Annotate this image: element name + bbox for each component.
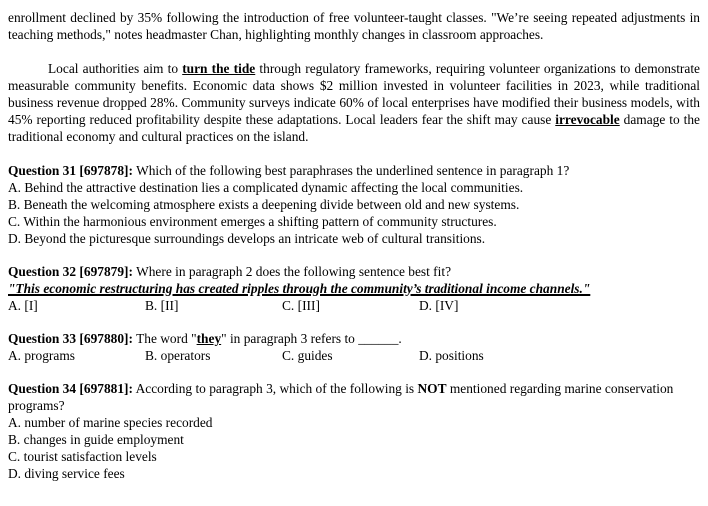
question-34-option-a: A. number of marine species recorded: [8, 415, 213, 430]
highlighted-word-irrevocable: irrevocable: [555, 112, 620, 127]
question-33-option-d: D. positions: [419, 348, 484, 363]
question-32-options: [8, 297, 700, 314]
question-33-option-b: B. operators: [145, 348, 211, 363]
question-33-options: [8, 347, 700, 364]
paragraph-2-text-after: damage to the traditional economy and cultural practices on the island.: [8, 112, 700, 144]
question-31-text: Which of the following best paraphrases the underlined sentence in paragraph 1?: [132, 163, 570, 178]
paragraph-2-text-middle: through regulatory frameworks, requiring volunteer organizations to demonstrate measurable community benefits. Economic data shows $2 million invested in volunteer facilities in 2023, while traditional business revenue dropped 28%. Community surveys indicate 60% of local enterprises have modified their business models, with 45% reporting reduced profitability despite these adaptations. Local leaders fear the shift may cause: [8, 61, 700, 127]
question-33-option-c: C. guides: [282, 348, 333, 363]
question-31-label: Question 31 [697878]:: [8, 163, 133, 178]
question-31: [8, 162, 700, 247]
question-31-option-d: D. Beyond the picturesque surroundings develops an intricate web of cultural transitions.: [8, 231, 486, 246]
paragraph-1: [8, 9, 700, 43]
question-33-option-a: A. programs: [8, 348, 75, 363]
question-34-options: [8, 414, 700, 482]
question-31-option-a: A. Behind the attractive destination lies a complicated dynamic affecting the local communities.: [8, 180, 524, 195]
question-34: [8, 380, 700, 482]
question-34-text-after: mentioned regarding marine conservation programs?: [8, 381, 674, 413]
question-32-inserted-sentence: "This economic restructuring has created ripples through the community’s traditional income channels.": [8, 281, 591, 296]
question-34-label: Question 34 [697881]:: [8, 381, 133, 396]
question-31-options: [8, 179, 700, 247]
paragraph-2-text-before: Local authorities aim to: [48, 61, 183, 76]
question-34-option-d: D. diving service fees: [8, 466, 125, 481]
question-33-header: [8, 330, 700, 347]
question-33-text-after: " in paragraph 3 refers to ______.: [221, 331, 402, 346]
question-34-option-c: C. tourist satisfaction levels: [8, 449, 157, 464]
question-32-option-b: B. [II]: [145, 298, 179, 313]
question-33-text-before: The word ": [132, 331, 197, 346]
question-32-option-d: D. [IV]: [419, 298, 459, 313]
question-32-option-c: C. [III]: [282, 298, 320, 313]
question-32-header: [8, 263, 700, 280]
question-33: [8, 330, 700, 364]
question-31-option-b: B. Beneath the welcoming atmosphere exists a deepening divide between old and new systems.: [8, 197, 520, 212]
question-31-header: [8, 162, 700, 179]
paragraph-1-text: enrollment declined by 35% following the introduction of free volunteer-taught classes. "We’re seeing repeated adjustments in teaching methods," notes headmaster Chan, highlighting monthly changes in classroom approaches.: [8, 10, 700, 42]
paragraph-2: [8, 60, 700, 145]
question-32-text: Where in paragraph 2 does the following sentence best fit?: [132, 264, 452, 279]
question-32: [8, 263, 700, 314]
question-33-target-word: they: [196, 331, 222, 346]
question-31-option-c: C. Within the harmonious environment emerges a shifting pattern of community structures.: [8, 214, 497, 229]
question-32-option-a: A. [I]: [8, 298, 38, 313]
question-32-label: Question 32 [697879]:: [8, 264, 133, 279]
highlighted-phrase-turn-the-tide: turn the tide: [182, 61, 256, 76]
question-34-option-b: B. changes in guide employment: [8, 432, 184, 447]
question-34-header: [8, 380, 700, 414]
question-34-emphasis-not: NOT: [417, 381, 447, 396]
question-34-text-before: According to paragraph 3, which of the following is: [132, 381, 418, 396]
question-33-label: Question 33 [697880]:: [8, 331, 133, 346]
